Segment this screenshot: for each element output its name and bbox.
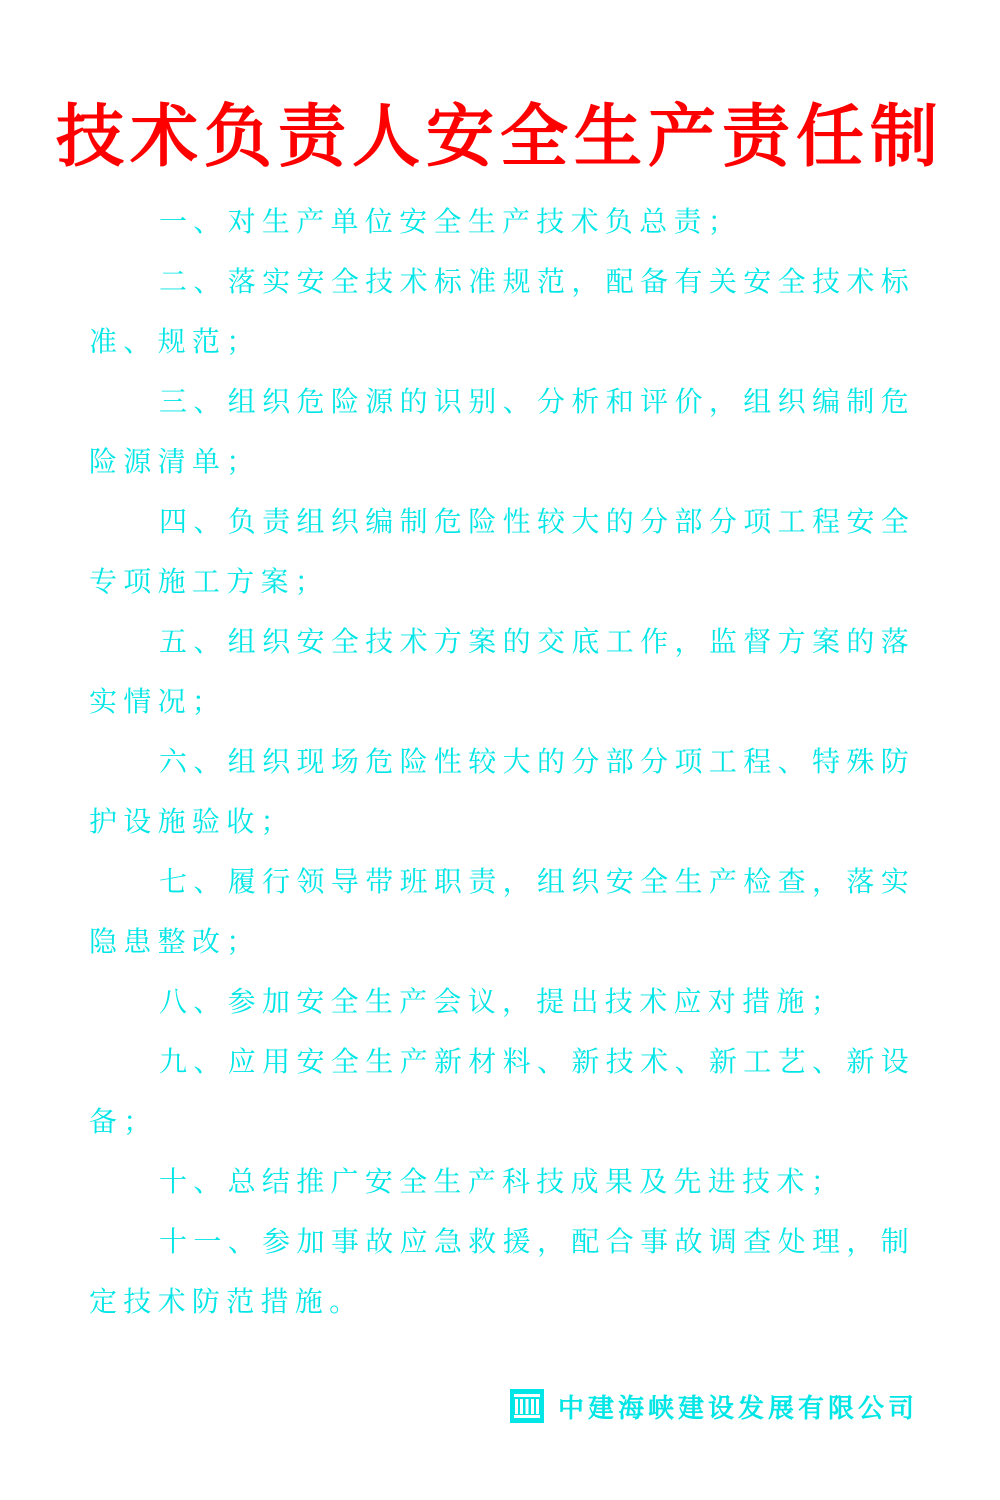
list-item: 九、应用安全生产新材料、新技术、新工艺、新设备；	[89, 1045, 915, 1138]
list-item: 八、参加安全生产会议，提出技术应对措施；	[159, 985, 846, 1018]
company-name: 中建海峡建设发展有限公司	[557, 1393, 918, 1424]
list-item: 一、对生产单位安全生产技术负总责；	[159, 205, 743, 238]
list-item: 十一、参加事故应急救援，配合事故调查处理，制定技术防范措施。	[89, 1225, 915, 1318]
page-title: 技术负责人安全生产责任制	[55, 98, 944, 177]
footer	[510, 1384, 918, 1428]
cscec-logo-icon	[510, 1389, 544, 1423]
list-item: 三、组织危险源的识别、分析和评价，组织编制危险源清单；	[89, 385, 915, 478]
list-item: 六、组织现场危险性较大的分部分项工程、特殊防护设施验收；	[89, 745, 915, 838]
list-item: 二、落实安全技术标准规范，配备有关安全技术标准、规范；	[89, 265, 915, 358]
list-item: 五、组织安全技术方案的交底工作，监督方案的落实情况；	[89, 625, 915, 718]
responsibility-list	[89, 192, 915, 1332]
list-item: 十、总结推广安全生产科技成果及先进技术；	[159, 1165, 846, 1198]
list-item: 四、负责组织编制危险性较大的分部分项工程安全专项施工方案；	[89, 505, 915, 598]
list-item: 七、履行领导带班职责，组织安全生产检查，落实隐患整改；	[89, 865, 915, 958]
